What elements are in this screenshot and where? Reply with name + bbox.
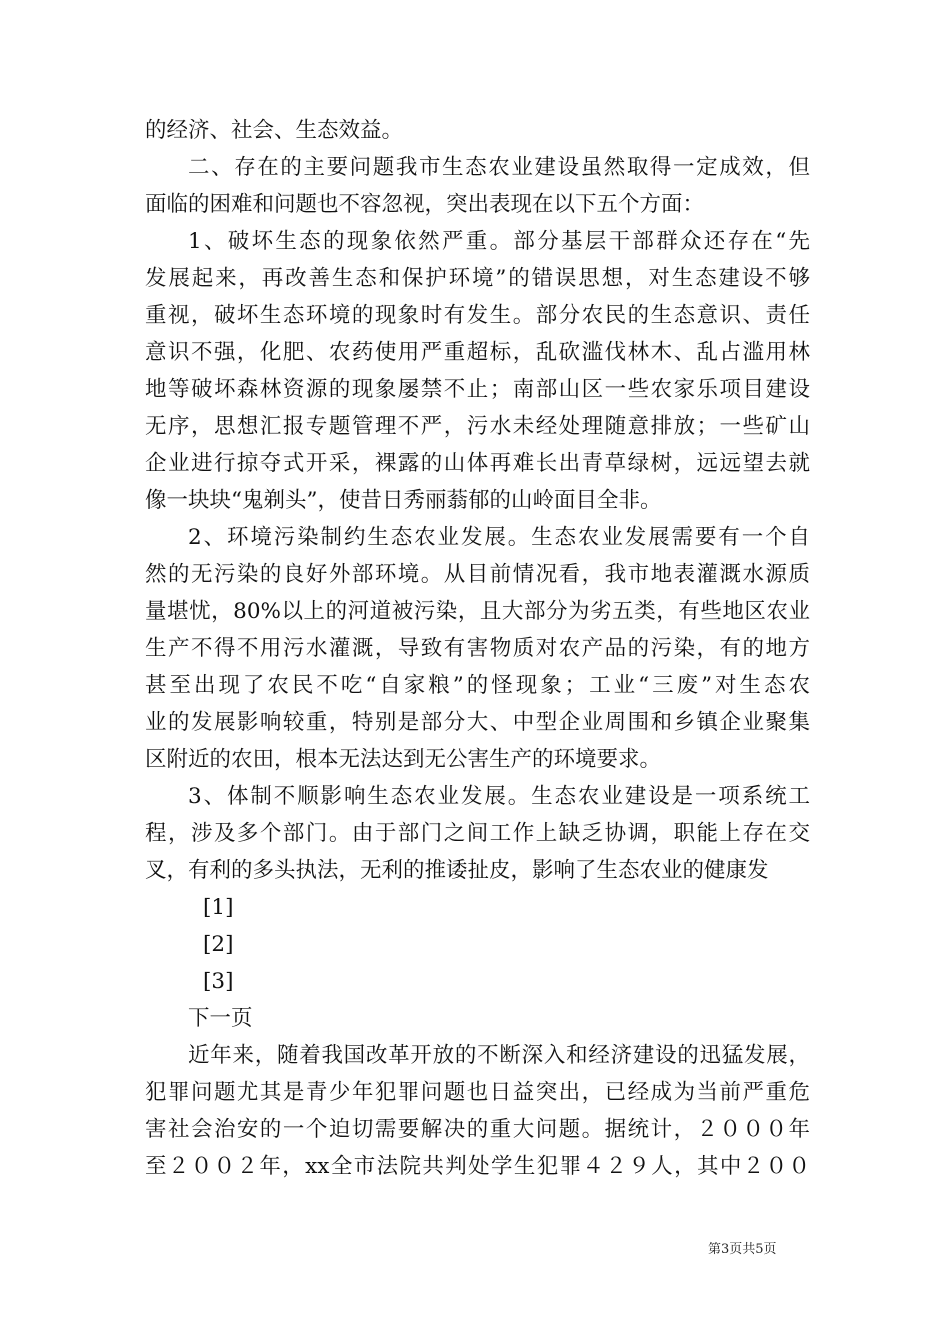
text-line: 发展起来，再改善生态和保护环境”的错误思想，对生态建设不够 bbox=[145, 266, 810, 291]
text-line: 意识不强，化肥、农药使用严重超标，乱砍滥伐林木、乱占滥用林 bbox=[145, 340, 810, 365]
page-link-1[interactable]: [1] bbox=[203, 895, 234, 920]
text-line: 生产不得不用污水灌溉，导致有害物质对农产品的污染，有的地方 bbox=[145, 636, 810, 661]
text-line: 量堪忧，80%以上的河道被污染，且大部分为劣五类，有些地区农业 bbox=[145, 599, 810, 624]
text-line: 甚至出现了农民不吃“自家粮”的怪现象；工业“三废”对生态农 bbox=[145, 673, 810, 698]
page-footer: 第3页共5页 bbox=[708, 1242, 777, 1257]
text-line: 1、破坏生态的现象依然严重。部分基层干部群众还存在“先 bbox=[188, 229, 810, 254]
text-line: 无序，思想汇报专题管理不严，污水未经处理随意排放；一些矿山 bbox=[145, 414, 810, 439]
paragraph-item-2 bbox=[145, 519, 810, 778]
text-line: 像一块块“鬼剃头”，使昔日秀丽蓊郁的山岭面目全非。 bbox=[145, 488, 662, 513]
text-line: 二、存在的主要问题我市生态农业建设虽然取得一定成效，但 bbox=[188, 155, 810, 180]
document-body bbox=[145, 112, 810, 1185]
next-page-link[interactable]: 下一页 bbox=[188, 1006, 253, 1031]
text-line: 业的发展影响较重，特别是部分大、中型企业周围和乡镇企业聚集 bbox=[145, 710, 810, 735]
text-line: 的经济、社会、生态效益。 bbox=[145, 118, 404, 143]
text-line: 2、环境污染制约生态农业发展。生态农业发展需要有一个自 bbox=[188, 525, 810, 550]
text-line: 3、体制不顺影响生态农业发展。生态农业建设是一项系统工 bbox=[188, 784, 810, 809]
text-line: 程，涉及多个部门。由于部门之间工作上缺乏协调，职能上存在交 bbox=[145, 821, 810, 846]
text-line: 区附近的农田，根本无法达到无公害生产的环境要求。 bbox=[145, 747, 662, 772]
text-line: 企业进行掠夺式开采，裸露的山体再难长出青草绿树，远远望去就 bbox=[145, 451, 810, 476]
page-link-3[interactable]: [3] bbox=[203, 969, 234, 994]
text-line: 地等破坏森林资源的现象屡禁不止；南部山区一些农家乐项目建设 bbox=[145, 377, 810, 402]
text-line: 犯罪问题尤其是青少年犯罪问题也日益突出，已经成为当前严重危 bbox=[145, 1080, 810, 1105]
text-line: 近年来，随着我国改革开放的不断深入和经济建设的迅猛发展， bbox=[188, 1043, 810, 1068]
text-line: 然的无污染的良好外部环境。从目前情况看，我市地表灌溉水源质 bbox=[145, 562, 810, 587]
paragraph-second-article bbox=[145, 1037, 810, 1185]
text-line: 至２００２年，xx全市法院共判处学生犯罪４２９人，其中２００ bbox=[145, 1154, 810, 1179]
paragraph-item-1 bbox=[145, 223, 810, 519]
text-line: 害社会治安的一个迫切需要解决的重大问题。据统计，２０００年 bbox=[145, 1117, 810, 1142]
paragraph-section-2 bbox=[145, 149, 810, 223]
text-line: 叉，有利的多头执法，无利的推诿扯皮，影响了生态农业的健康发 bbox=[145, 858, 769, 883]
paragraph-intro-end bbox=[145, 112, 810, 149]
text-line: 面临的困难和问题也不容忽视，突出表现在以下五个方面： bbox=[145, 192, 705, 217]
text-line: 重视，破坏生态环境的现象时有发生。部分农民的生态意识、责任 bbox=[145, 303, 810, 328]
paragraph-item-3 bbox=[145, 778, 810, 889]
pagination-nav bbox=[145, 889, 810, 1037]
page-link-2[interactable]: [2] bbox=[203, 932, 234, 957]
